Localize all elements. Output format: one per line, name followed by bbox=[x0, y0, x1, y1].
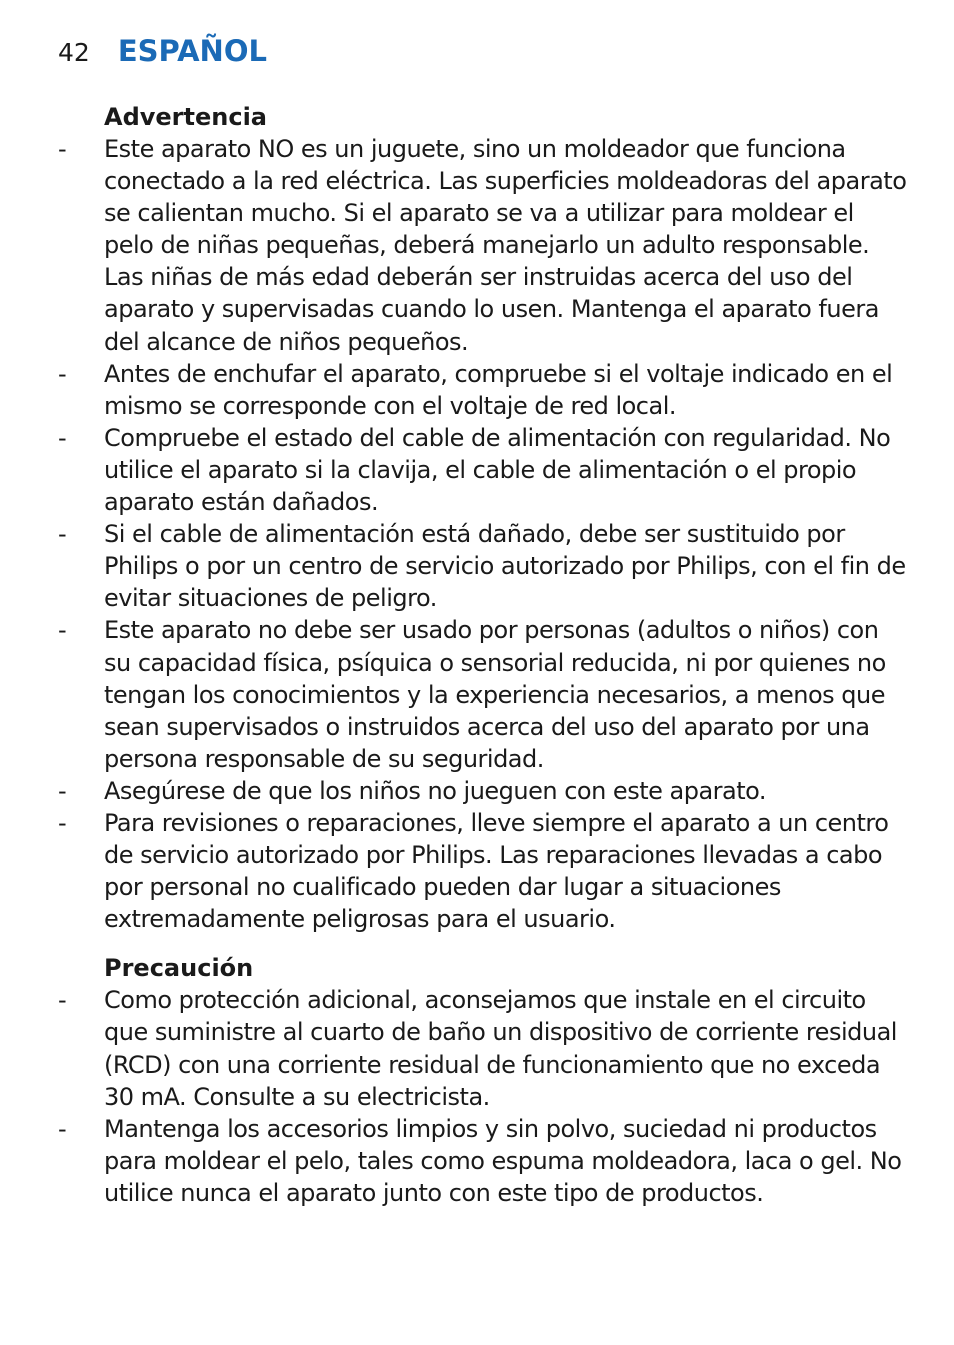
section-heading: Advertencia bbox=[104, 103, 267, 131]
list-item-text: Mantenga los accesorios limpios y sin polvo, suciedad ni productos para moldear el pelo, tales como espuma moldeadora, laca o gel. No utilice nunca el aparato junto con este tipo de productos. bbox=[104, 1114, 902, 1207]
page-content bbox=[58, 101, 908, 1209]
list-item bbox=[58, 984, 908, 1112]
section-precaucion bbox=[58, 952, 908, 1209]
list-item bbox=[58, 422, 908, 518]
list-item-text: Si el cable de alimentación está dañado, debe ser sustituido por Philips o por un centro de servicio autorizado por Philips, con el fin de evitar situaciones de peligro. bbox=[104, 520, 906, 613]
list-item-text: Compruebe el estado del cable de alimentación con regularidad. No utilice el aparato si la clavija, el cable de alimentación o el propio aparato están dañados. bbox=[104, 423, 891, 517]
list-dash: - bbox=[58, 616, 67, 645]
list-dash: - bbox=[58, 423, 67, 452]
page-header bbox=[58, 34, 267, 68]
list-item bbox=[58, 807, 908, 935]
list-dash: - bbox=[58, 808, 67, 837]
list-item bbox=[58, 133, 908, 358]
list-item-text: Asegúrese de que los niños no jueguen con este aparato. bbox=[104, 776, 767, 805]
list-dash: - bbox=[58, 359, 67, 388]
list-dash: - bbox=[58, 520, 67, 549]
caution-list bbox=[58, 984, 908, 1209]
list-dash: - bbox=[58, 135, 67, 163]
list-dash: - bbox=[58, 1114, 67, 1143]
warning-list bbox=[58, 133, 908, 935]
list-item bbox=[58, 1113, 908, 1209]
list-item bbox=[58, 614, 908, 774]
language-title: ESPAÑOL bbox=[117, 34, 267, 68]
list-item-text: Este aparato NO es un juguete, sino un moldeador que funciona conectado a la red eléctrica. Las superficies moldeadoras del aparato se calientan mucho. Si el aparato se va a utilizar para moldear el pelo de niñas pequeñas, deberá manejarlo un adulto responsable. Las niñas de más edad deberán ser instruidas acerca del uso del aparato y supervisadas cuando lo usen. Mantenga el aparato fuera del alcance de niños pequeños. bbox=[104, 135, 907, 356]
list-item-text: Este aparato no debe ser usado por personas (adultos o niños) con su capacidad física, psíquica o sensorial reducida, ni por quienes no tengan los conocimientos y la experiencia necesarios, a menos que sean supervisados o instruidos acerca del uso del aparato por una persona responsable de su seguridad. bbox=[104, 616, 886, 773]
section-advertencia bbox=[58, 101, 908, 935]
list-item-text: Como protección adicional, aconsejamos que instale en el circuito que suministre al cuarto de baño un dispositivo de corriente residual (RCD) con una corriente residual de funcionamiento que no exceda 30 mA. Consulte a su electricista. bbox=[104, 986, 897, 1111]
list-item bbox=[58, 775, 908, 807]
list-item bbox=[58, 518, 908, 614]
list-dash: - bbox=[58, 776, 67, 805]
page-number: 42 bbox=[58, 38, 90, 67]
section-heading: Precaución bbox=[104, 954, 254, 983]
list-item-text: Antes de enchufar el aparato, compruebe si el voltaje indicado en el mismo se corresponde con el voltaje de red local. bbox=[104, 359, 893, 420]
list-dash: - bbox=[58, 986, 67, 1015]
list-item-text: Para revisiones o reparaciones, lleve siempre el aparato a un centro de servicio autorizado por Philips. Las reparaciones llevadas a cabo por personal no cualificado pueden dar lugar a situaciones extremadamente peligrosas para el usuario. bbox=[104, 808, 889, 934]
list-item bbox=[58, 358, 908, 422]
